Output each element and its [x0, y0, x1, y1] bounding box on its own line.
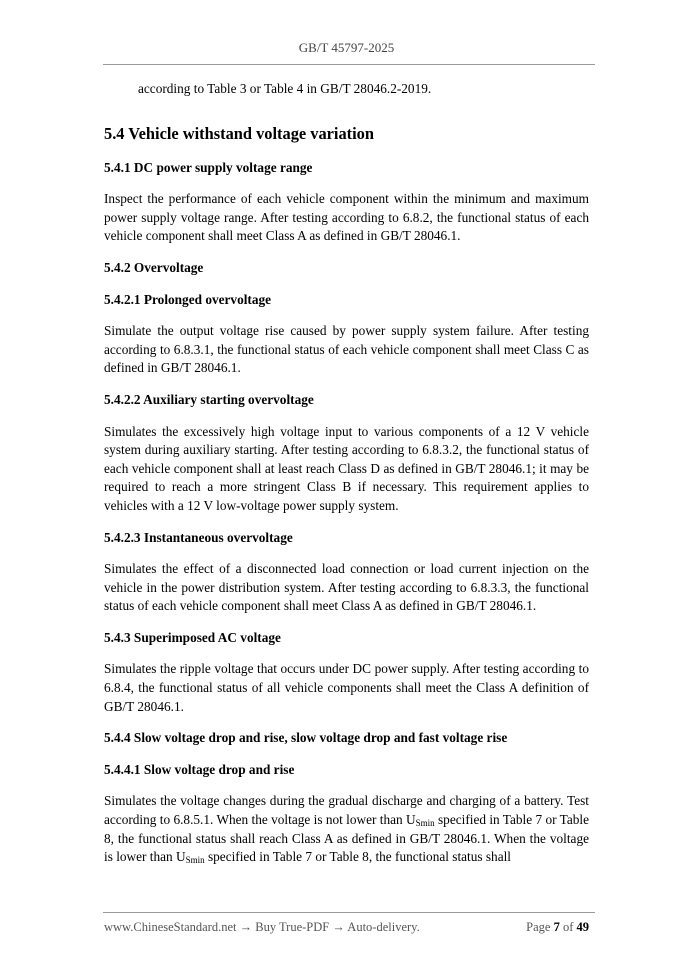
section-5-4-4-1-text — [104, 792, 589, 866]
page-total: 49 — [576, 920, 589, 934]
section-5-4-1-heading: 5.4.1 DC power supply voltage range — [104, 159, 313, 175]
site-promo-link[interactable]: www.ChineseStandard.net → Buy True-PDF → Auto-delivery. — [104, 920, 420, 934]
section-5-4-3-heading: 5.4.3 Superimposed AC voltage — [104, 629, 281, 645]
text-part-2: specified in Table 7 or Table 8, the functional status shall reach Class A as defined in GB/T 28046.1. When the voltage is lower than U — [104, 812, 589, 865]
section-5-4-1-text: Inspect the performance of each vehicle component within the minimum and maximum power supply voltage range. After testing according to 6.8.2, the functional status of each vehicle component shall meet Class A as defined in GB/T 28046.1. — [104, 191, 589, 244]
of-word: of — [562, 920, 574, 934]
section-5-4-heading: 5.4 Vehicle withstand voltage variation — [104, 123, 374, 143]
continued-paragraph: according to Table 3 or Table 4 in GB/T 28046.2-2019. — [138, 81, 432, 96]
footer-divider — [103, 912, 595, 913]
page-word: Page — [526, 920, 551, 934]
section-5-4-2-1-heading: 5.4.2.1 Prolonged overvoltage — [104, 291, 272, 307]
text-part-1: Simulates the voltage changes during the gradual discharge and charging of a battery. Test according to 6.8.5.1. When the voltage is not lower than U — [104, 793, 589, 828]
section-5-4-2-1-text: Simulate the output voltage rise caused by power supply system failure. After testing according to 6.8.3.1, the functional status of each vehicle component shall meet Class C as defined in GB/T 28046.1. — [104, 323, 589, 376]
section-5-4-2-3-heading: 5.4.2.3 Instantaneous overvoltage — [104, 529, 293, 545]
section-5-4-2-2-text: Simulates the excessively high voltage input to various components of a 12 V vehicle system during auxiliary starting. After testing according to 6.8.3.2, the functional status of each vehicle component shall at least reach Class D as defined in GB/T 28046.1; it may be required to reach a more stringent Class B if necessary. This requirement applies to vehicles with a 12 V low-voltage power supply system. — [104, 423, 589, 513]
section-5-4-2-heading: 5.4.2 Overvoltage — [104, 259, 204, 275]
section-5-4-4-1-heading: 5.4.4.1 Slow voltage drop and rise — [104, 761, 295, 777]
page-number: 7 — [553, 920, 560, 934]
header-divider — [103, 64, 595, 65]
page-footer — [104, 920, 589, 935]
document-code-header: GB/T 45797-2025 — [298, 40, 395, 55]
subscript-smin: Smin — [415, 818, 435, 829]
page-indicator — [526, 920, 589, 935]
section-5-4-2-2-heading: 5.4.2.2 Auxiliary starting overvoltage — [104, 391, 314, 407]
section-5-4-3-text: Simulates the ripple voltage that occurs under DC power supply. After testing according to 6.8.4, the functional status of all vehicle components shall meet the Class A definition of GB/T 28046.1. — [104, 661, 589, 714]
text-part-3: specified in Table 7 or Table 8, the functional status shall — [204, 849, 511, 865]
page-content — [104, 80, 589, 867]
section-5-4-4-heading: 5.4.4 Slow voltage drop and rise, slow voltage drop and fast voltage rise — [104, 730, 508, 746]
subscript-smin: Smin — [185, 855, 205, 866]
section-5-4-2-3-text: Simulates the effect of a disconnected load connection or load current injection on the vehicle in the power distribution system. After testing according to 6.8.3.3, the functional status of each vehicle component shall meet Class A as defined in GB/T 28046.1. — [104, 561, 589, 614]
